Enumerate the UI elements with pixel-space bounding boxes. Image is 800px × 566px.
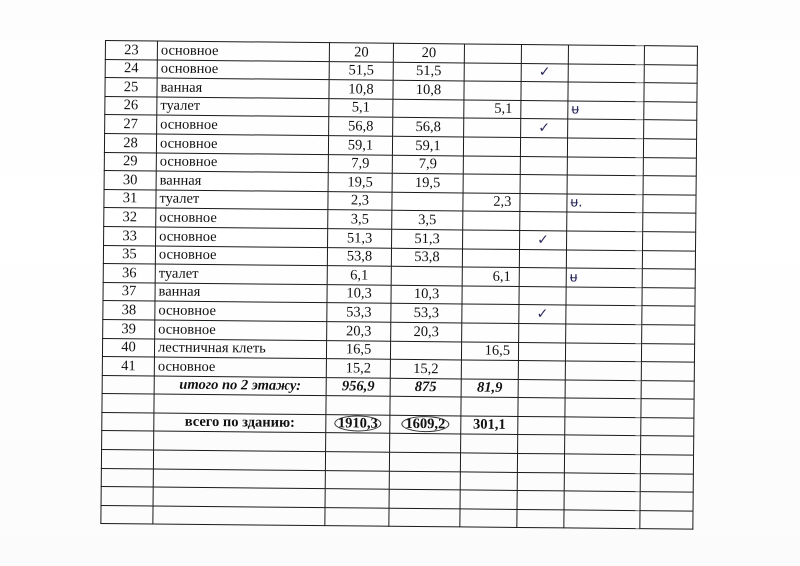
room-aux-area <box>463 230 520 249</box>
check-mark-cell <box>519 323 566 342</box>
check-mark-cell <box>518 342 565 361</box>
room-number: 35 <box>103 245 155 264</box>
room-number: 26 <box>105 96 157 115</box>
check-mark-cell <box>521 119 568 138</box>
empty-cell <box>641 362 694 381</box>
room-main-area: 10,8 <box>393 80 464 99</box>
check-mark-cell <box>519 286 566 305</box>
room-main-area <box>392 192 463 211</box>
room-number: 36 <box>103 264 155 283</box>
room-name: туалет <box>155 264 327 284</box>
room-aux-area <box>464 44 521 63</box>
empty-cell <box>642 306 695 325</box>
room-name: лестничная клеть <box>154 338 326 358</box>
room-aux-area <box>464 81 521 100</box>
check-mark-cell <box>520 156 567 175</box>
empty-cell <box>641 343 694 362</box>
room-main-area: 3,5 <box>392 211 463 230</box>
verify-mark-cell <box>566 305 642 324</box>
room-aux-area <box>464 118 521 137</box>
room-aux-area <box>463 174 520 193</box>
check-mark-cell <box>521 82 568 101</box>
room-number: 29 <box>104 152 156 171</box>
verify-mark-cell <box>566 287 642 306</box>
room-number: 31 <box>104 189 156 208</box>
verify-mark-icon: ᵾ <box>569 269 578 286</box>
room-main-area: 51,3 <box>392 229 463 248</box>
room-main-area: 19,5 <box>392 173 463 192</box>
building-total-label: всего по зданию: <box>154 413 326 433</box>
check-mark-cell <box>519 305 566 324</box>
room-total-area: 59,1 <box>328 136 392 155</box>
room-aux-area: 2,3 <box>463 193 520 212</box>
room-name: основное <box>157 115 329 135</box>
check-mark-cell <box>520 137 567 156</box>
totals-body <box>101 375 694 529</box>
room-name: ванная <box>156 171 328 191</box>
verify-mark-cell <box>565 361 641 380</box>
room-aux-area <box>463 156 520 175</box>
room-name: туалет <box>156 190 328 210</box>
empty-cell <box>642 250 695 269</box>
room-name: основное <box>157 41 329 61</box>
room-total-area: 53,3 <box>327 303 391 322</box>
empty-cell <box>643 194 696 213</box>
room-total-area: 3,5 <box>328 210 392 229</box>
room-aux-area <box>462 323 519 342</box>
room-main-area: 10,3 <box>391 285 462 304</box>
room-aux-area <box>462 286 519 305</box>
verify-mark-cell <box>567 212 643 231</box>
building-total-aux: 301,1 <box>461 416 518 435</box>
room-name: основное <box>157 60 329 80</box>
room-aux-area: 6,1 <box>462 267 519 286</box>
empty-cell <box>642 287 695 306</box>
room-total-area: 20 <box>329 43 393 62</box>
room-total-area: 53,8 <box>327 247 391 266</box>
room-main-area: 20,3 <box>391 322 462 341</box>
verify-mark-cell <box>568 45 644 64</box>
check-mark-cell <box>519 268 566 287</box>
room-number: 23 <box>105 41 157 60</box>
room-name: основное <box>155 246 327 266</box>
building-total-area <box>326 415 390 434</box>
room-total-area: 16,5 <box>326 340 390 359</box>
room-total-area: 51,3 <box>328 229 392 248</box>
building-total-main <box>390 415 461 434</box>
verify-mark-cell <box>566 324 642 343</box>
floor-total-aux: 81,9 <box>461 379 518 398</box>
building-total-area-value: 1910,3 <box>334 416 382 432</box>
room-number: 28 <box>104 133 156 152</box>
area-table <box>100 40 698 530</box>
room-number: 37 <box>103 282 155 301</box>
empty-cell <box>643 139 696 158</box>
room-main-area <box>393 99 464 118</box>
verify-mark-cell <box>568 101 644 120</box>
check-mark-cell <box>520 212 567 231</box>
room-name: основное <box>156 134 328 154</box>
floor-total-label: итого по 2 этажу: <box>154 376 326 396</box>
room-total-area: 15,2 <box>326 359 390 378</box>
room-name: ванная <box>157 78 329 98</box>
verify-mark-cell <box>567 194 643 213</box>
room-total-area: 6,1 <box>327 266 391 285</box>
check-mark-cell <box>521 63 568 82</box>
check-mark-cell <box>521 100 568 119</box>
room-main-area: 51,5 <box>393 62 464 81</box>
room-main-area <box>390 341 461 360</box>
room-aux-area <box>464 63 521 82</box>
room-aux-area <box>462 304 519 323</box>
room-aux-area <box>463 137 520 156</box>
room-number: 33 <box>104 226 156 245</box>
verify-mark-cell <box>567 138 643 157</box>
room-main-area: 53,3 <box>391 304 462 323</box>
check-mark-cell <box>518 361 565 380</box>
room-name: основное <box>155 320 327 340</box>
verify-mark-cell <box>565 342 641 361</box>
room-total-area: 51,5 <box>329 61 393 80</box>
empty-cell <box>644 101 697 120</box>
room-number: 41 <box>102 357 154 376</box>
empty-cell <box>644 64 697 83</box>
empty-cell <box>643 213 696 232</box>
room-main-area: 59,1 <box>392 136 463 155</box>
verify-mark-icon: ᵾ <box>571 101 580 118</box>
room-main-area: 56,8 <box>393 118 464 137</box>
room-number: 40 <box>102 338 154 357</box>
room-main-area <box>391 266 462 285</box>
empty-cell <box>644 46 697 65</box>
room-number: 24 <box>105 59 157 78</box>
room-main-area: 7,9 <box>392 155 463 174</box>
room-number: 32 <box>104 208 156 227</box>
room-total-area: 19,5 <box>328 173 392 192</box>
room-name: основное <box>156 208 328 228</box>
room-name: основное <box>156 153 328 173</box>
room-aux-area <box>461 360 518 379</box>
check-mark-cell <box>519 249 566 268</box>
table-body <box>102 41 697 381</box>
room-total-area: 7,9 <box>328 154 392 173</box>
check-mark-icon: ✓ <box>536 306 549 323</box>
check-mark-cell <box>520 175 567 194</box>
room-number: 27 <box>105 115 157 134</box>
room-total-area: 5,1 <box>329 98 393 117</box>
verify-mark-cell <box>567 231 643 250</box>
empty-cell <box>643 176 696 195</box>
room-main-area: 20 <box>393 43 464 62</box>
verify-mark-cell <box>566 268 642 287</box>
room-number: 30 <box>104 171 156 190</box>
room-number: 39 <box>103 319 155 338</box>
room-name: туалет <box>157 97 329 117</box>
empty-cell <box>643 157 696 176</box>
room-name: ванная <box>155 283 327 303</box>
room-total-area: 56,8 <box>329 117 393 136</box>
room-number: 25 <box>105 78 157 97</box>
check-mark-icon: ✓ <box>538 120 551 137</box>
empty-cell <box>642 269 695 288</box>
floor-total-area: 956,9 <box>326 377 390 396</box>
check-mark-cell <box>520 230 567 249</box>
room-main-area: 15,2 <box>390 359 461 378</box>
room-main-area: 53,8 <box>391 248 462 267</box>
room-total-area: 20,3 <box>327 322 391 341</box>
verify-mark-cell <box>568 82 644 101</box>
room-number: 38 <box>103 301 155 320</box>
room-name: основное <box>156 227 328 247</box>
check-mark-icon: ✓ <box>538 64 551 81</box>
verify-mark-icon: ᵾ. <box>570 194 583 211</box>
empty-cell <box>644 120 697 139</box>
area-table-wrapper <box>100 40 697 566</box>
empty-cell <box>644 83 697 102</box>
room-name: основное <box>155 301 327 321</box>
check-mark-cell <box>520 193 567 212</box>
room-aux-area: 5,1 <box>464 100 521 119</box>
room-total-area: 10,8 <box>329 80 393 99</box>
room-aux-area <box>463 211 520 230</box>
verify-mark-cell <box>567 157 643 176</box>
room-name: основное <box>154 357 326 377</box>
verify-mark-cell <box>568 119 644 138</box>
check-mark-icon: ✓ <box>537 231 550 248</box>
empty-cell <box>643 232 696 251</box>
empty-cell <box>642 325 695 344</box>
check-mark-cell <box>521 44 568 63</box>
room-aux-area <box>462 248 519 267</box>
verify-mark-cell <box>568 64 644 83</box>
floor-total-main: 875 <box>390 378 461 397</box>
verify-mark-cell <box>567 175 643 194</box>
room-total-area: 2,3 <box>328 191 392 210</box>
verify-mark-cell <box>566 249 642 268</box>
building-total-main-value: 1609,2 <box>401 416 449 432</box>
room-total-area: 10,3 <box>327 284 391 303</box>
room-aux-area: 16,5 <box>461 341 518 360</box>
